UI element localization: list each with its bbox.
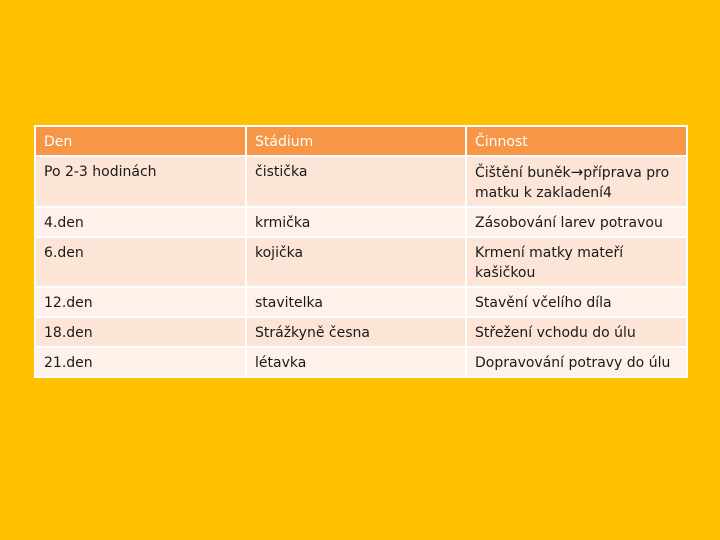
cell-stage: kojička [246,237,466,287]
header-cinnost: Činnost [466,126,687,156]
header-stadium: Stádium [246,126,466,156]
table-header-row [35,126,687,156]
table-row [35,237,687,287]
activity-text-start: Čištění buněk [475,165,571,181]
table-row [35,347,687,377]
cell-day: 21.den [35,347,246,377]
cell-day: 6.den [35,237,246,287]
cell-stage: stavitelka [246,287,466,317]
cell-day: 4.den [35,207,246,237]
table-row [35,156,687,207]
bee-stages-table [34,125,688,378]
cell-activity: Dopravování potravy do úlu [466,347,687,377]
table-row [35,317,687,347]
cell-stage: Strážkyně česna [246,317,466,347]
cell-day: 12.den [35,287,246,317]
table-row [35,287,687,317]
cell-stage: létavka [246,347,466,377]
header-den: Den [35,126,246,156]
cell-activity: Krmení matky mateří kašičkou [466,237,687,287]
cell-stage: krmička [246,207,466,237]
table-row [35,207,687,237]
arrow-right-icon: → [570,163,584,181]
cell-activity: Střežení vchodu do úlu [466,317,687,347]
cell-activity [466,156,687,207]
cell-activity: Zásobování larev potravou [466,207,687,237]
cell-stage: čistička [246,156,466,207]
activity-text-end: příprava pro matku k zakladení4 [475,165,670,201]
cell-day: Po 2-3 hodinách [35,156,246,207]
cell-activity: Stavění včelího díla [466,287,687,317]
cell-day: 18.den [35,317,246,347]
